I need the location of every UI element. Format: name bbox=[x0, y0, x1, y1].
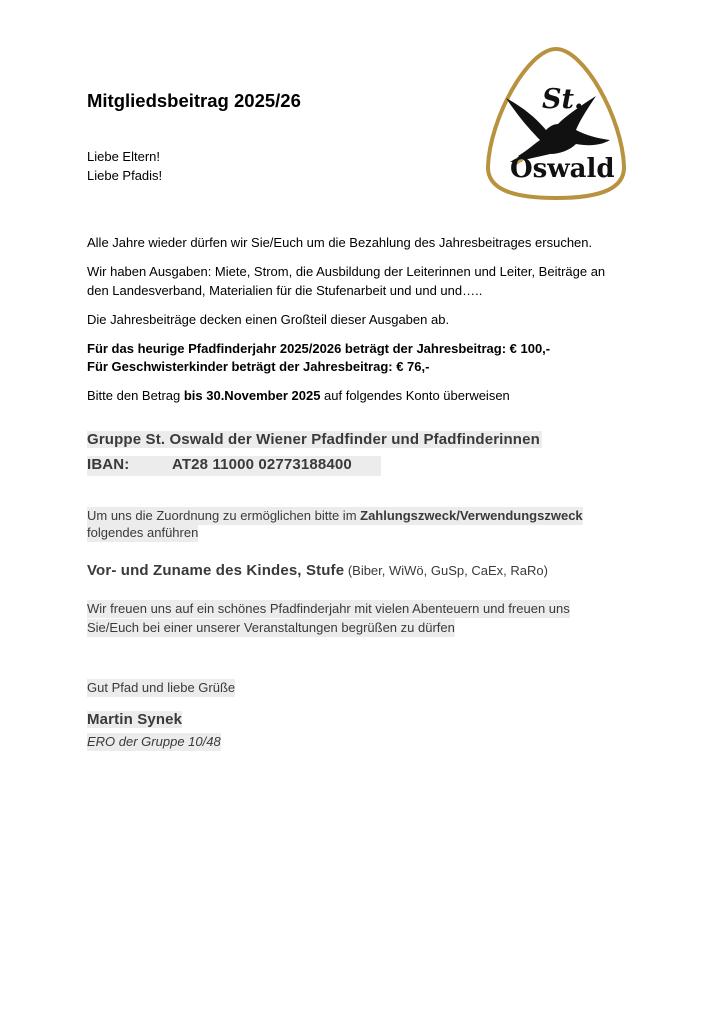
payment-deadline: bis 30.November 2025 bbox=[183, 388, 321, 403]
iban-label: IBAN: bbox=[87, 456, 130, 473]
reference-value-options: (Biber, WiWö, GuSp, CaEx, RaRo) bbox=[344, 563, 548, 578]
payment-instruction bbox=[87, 387, 510, 405]
closing-line2: Sie/Euch bei einer unserer Veranstaltungen begrüßen zu dürfen bbox=[87, 620, 455, 635]
reference-prefix: Um uns die Zuordnung zu ermöglichen bitte im bbox=[87, 508, 361, 523]
signature-name: Martin Synek bbox=[87, 711, 183, 728]
reference-value bbox=[87, 562, 548, 580]
reference-line1 bbox=[87, 507, 583, 525]
expenses-line1: Wir haben Ausgaben: Miete, Strom, die Ausbildung der Leiterinnen und Leiter, Beiträge an bbox=[87, 264, 606, 279]
iban-row bbox=[87, 456, 381, 476]
greeting-line2: Liebe Pfadis! bbox=[87, 168, 163, 183]
closing-line1: Wir freuen uns auf ein schönes Pfadfinderjahr mit vielen Abenteuern und freuen uns bbox=[87, 601, 570, 616]
fee-main: Für das heurige Pfadfinderjahr 2025/2026 beträgt der Jahresbeitrag: € 100,- bbox=[87, 341, 551, 356]
reference-field: Zahlungszweck/Verwendungszweck bbox=[360, 508, 583, 523]
coverage-paragraph: Die Jahresbeiträge decken einen Großteil dieser Ausgaben ab. bbox=[87, 312, 450, 327]
payment-suffix: auf folgendes Konto überweisen bbox=[320, 388, 510, 403]
logo-line1: St. bbox=[542, 84, 584, 115]
logo-line2: Oswald bbox=[510, 154, 615, 184]
iban-value: AT28 11000 02773188400 bbox=[172, 456, 352, 473]
page-title: Mitgliedsbeitrag 2025/26 bbox=[87, 90, 301, 111]
reference-line2: folgendes anführen bbox=[87, 525, 199, 540]
expenses-line2: den Landesverband, Materialien für die Stufenarbeit und und und….. bbox=[87, 283, 483, 298]
greeting-line1: Liebe Eltern! bbox=[87, 149, 160, 164]
intro-paragraph: Alle Jahre wieder dürfen wir Sie/Euch um die Bezahlung des Jahresbeitrages ersuchen. bbox=[87, 235, 593, 250]
fee-sibling: Für Geschwisterkinder beträgt der Jahresbeitrag: € 76,- bbox=[87, 359, 430, 374]
signature-role: ERO der Gruppe 10/48 bbox=[87, 734, 221, 749]
farewell: Gut Pfad und liebe Grüße bbox=[87, 680, 236, 695]
st-oswald-logo bbox=[484, 46, 628, 202]
payment-prefix: Bitte den Betrag bbox=[87, 388, 184, 403]
reference-value-main: Vor- und Zuname des Kindes, Stufe bbox=[87, 562, 345, 579]
account-name: Gruppe St. Oswald der Wiener Pfadfinder und Pfadfinderinnen bbox=[87, 431, 540, 448]
